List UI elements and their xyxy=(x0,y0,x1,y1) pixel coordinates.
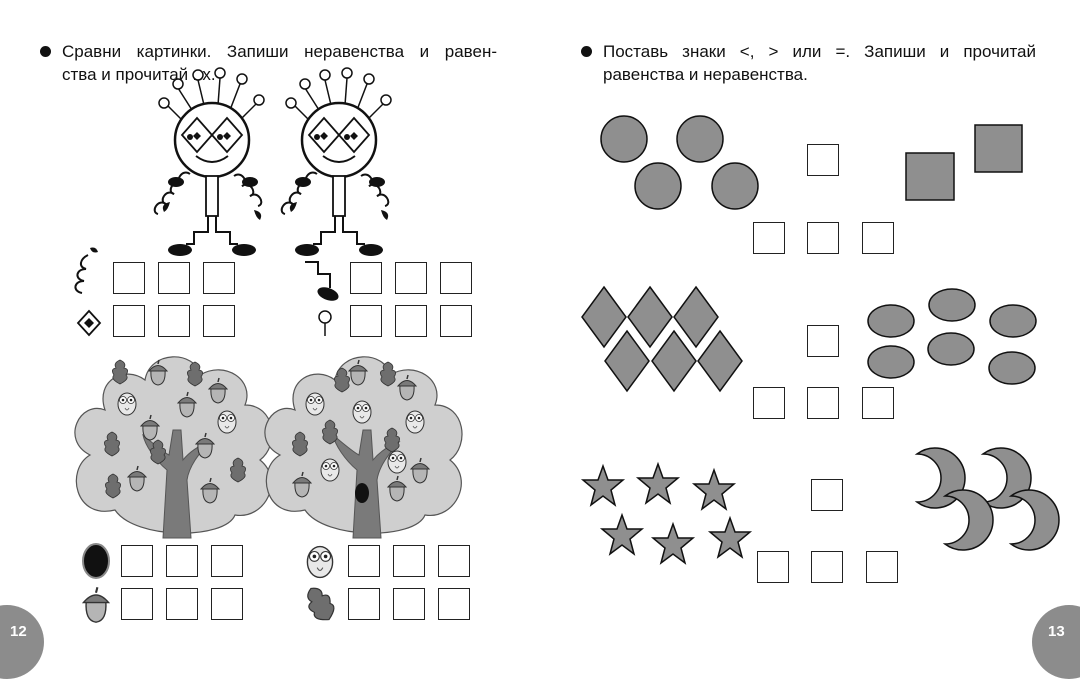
answer-box[interactable] xyxy=(348,588,380,620)
answer-box[interactable] xyxy=(121,545,153,577)
answer-box[interactable] xyxy=(862,387,894,419)
answer-box[interactable] xyxy=(211,545,243,577)
right-instruction-line1: Поставь знаки <, > или =. Запиши и прочитай xyxy=(603,42,1036,61)
answer-box[interactable] xyxy=(807,387,839,419)
answer-box[interactable] xyxy=(862,222,894,254)
answer-box[interactable] xyxy=(753,222,785,254)
answer-box[interactable] xyxy=(393,588,425,620)
answer-box[interactable] xyxy=(395,305,427,337)
page-number-left-label: 12 xyxy=(10,623,27,640)
eye-diamond-icon xyxy=(78,311,100,335)
answer-box[interactable] xyxy=(440,262,472,294)
spring-icon xyxy=(75,248,98,294)
answer-box[interactable] xyxy=(350,262,382,294)
answer-box[interactable] xyxy=(158,262,190,294)
left-instruction-line2: ства и прочитай их. xyxy=(62,65,216,84)
answer-box[interactable] xyxy=(393,545,425,577)
answer-box[interactable] xyxy=(866,551,898,583)
left-instruction-line1: Сравни картинки. Запиши неравенства и равен- xyxy=(62,42,497,61)
crescent-shapes xyxy=(917,448,1059,550)
stair-leg-icon xyxy=(305,262,340,303)
circle-shapes xyxy=(601,116,758,209)
answer-box[interactable] xyxy=(158,305,190,337)
owl-icon xyxy=(307,547,332,578)
answer-box[interactable] xyxy=(807,222,839,254)
bullet-icon xyxy=(581,46,592,57)
right-instruction xyxy=(603,40,1036,86)
robot-figure-left xyxy=(155,68,264,256)
answer-box[interactable] xyxy=(440,305,472,337)
answer-box[interactable] xyxy=(203,262,235,294)
answer-box[interactable] xyxy=(203,305,235,337)
right-instruction-line2: равенства и неравенства. xyxy=(603,65,808,84)
answer-box[interactable] xyxy=(753,387,785,419)
square-shapes xyxy=(906,125,1022,200)
answer-box[interactable] xyxy=(113,305,145,337)
sign-box[interactable] xyxy=(807,144,839,176)
answer-box[interactable] xyxy=(438,588,470,620)
robot-figure-right xyxy=(282,68,391,256)
answer-box[interactable] xyxy=(166,545,198,577)
answer-box[interactable] xyxy=(811,551,843,583)
answer-box[interactable] xyxy=(348,545,380,577)
sign-box[interactable] xyxy=(811,479,843,511)
tree-with-owls-right xyxy=(265,357,462,538)
star-shapes xyxy=(583,464,750,563)
tree-with-owls-left xyxy=(75,357,272,538)
diamond-shapes xyxy=(582,287,742,391)
answer-box[interactable] xyxy=(113,262,145,294)
answer-box[interactable] xyxy=(121,588,153,620)
answer-box[interactable] xyxy=(350,305,382,337)
answer-box[interactable] xyxy=(166,588,198,620)
answer-box[interactable] xyxy=(757,551,789,583)
oak-leaf-icon xyxy=(301,583,339,626)
answer-box[interactable] xyxy=(211,588,243,620)
sign-box[interactable] xyxy=(807,325,839,357)
page-number-right-label: 13 xyxy=(1048,623,1065,640)
ellipse-shapes xyxy=(868,289,1036,384)
acorn-icon xyxy=(83,587,108,622)
answer-box[interactable] xyxy=(395,262,427,294)
oval-hole-icon xyxy=(83,544,109,578)
answer-box[interactable] xyxy=(438,545,470,577)
lollipop-icon xyxy=(319,311,331,336)
